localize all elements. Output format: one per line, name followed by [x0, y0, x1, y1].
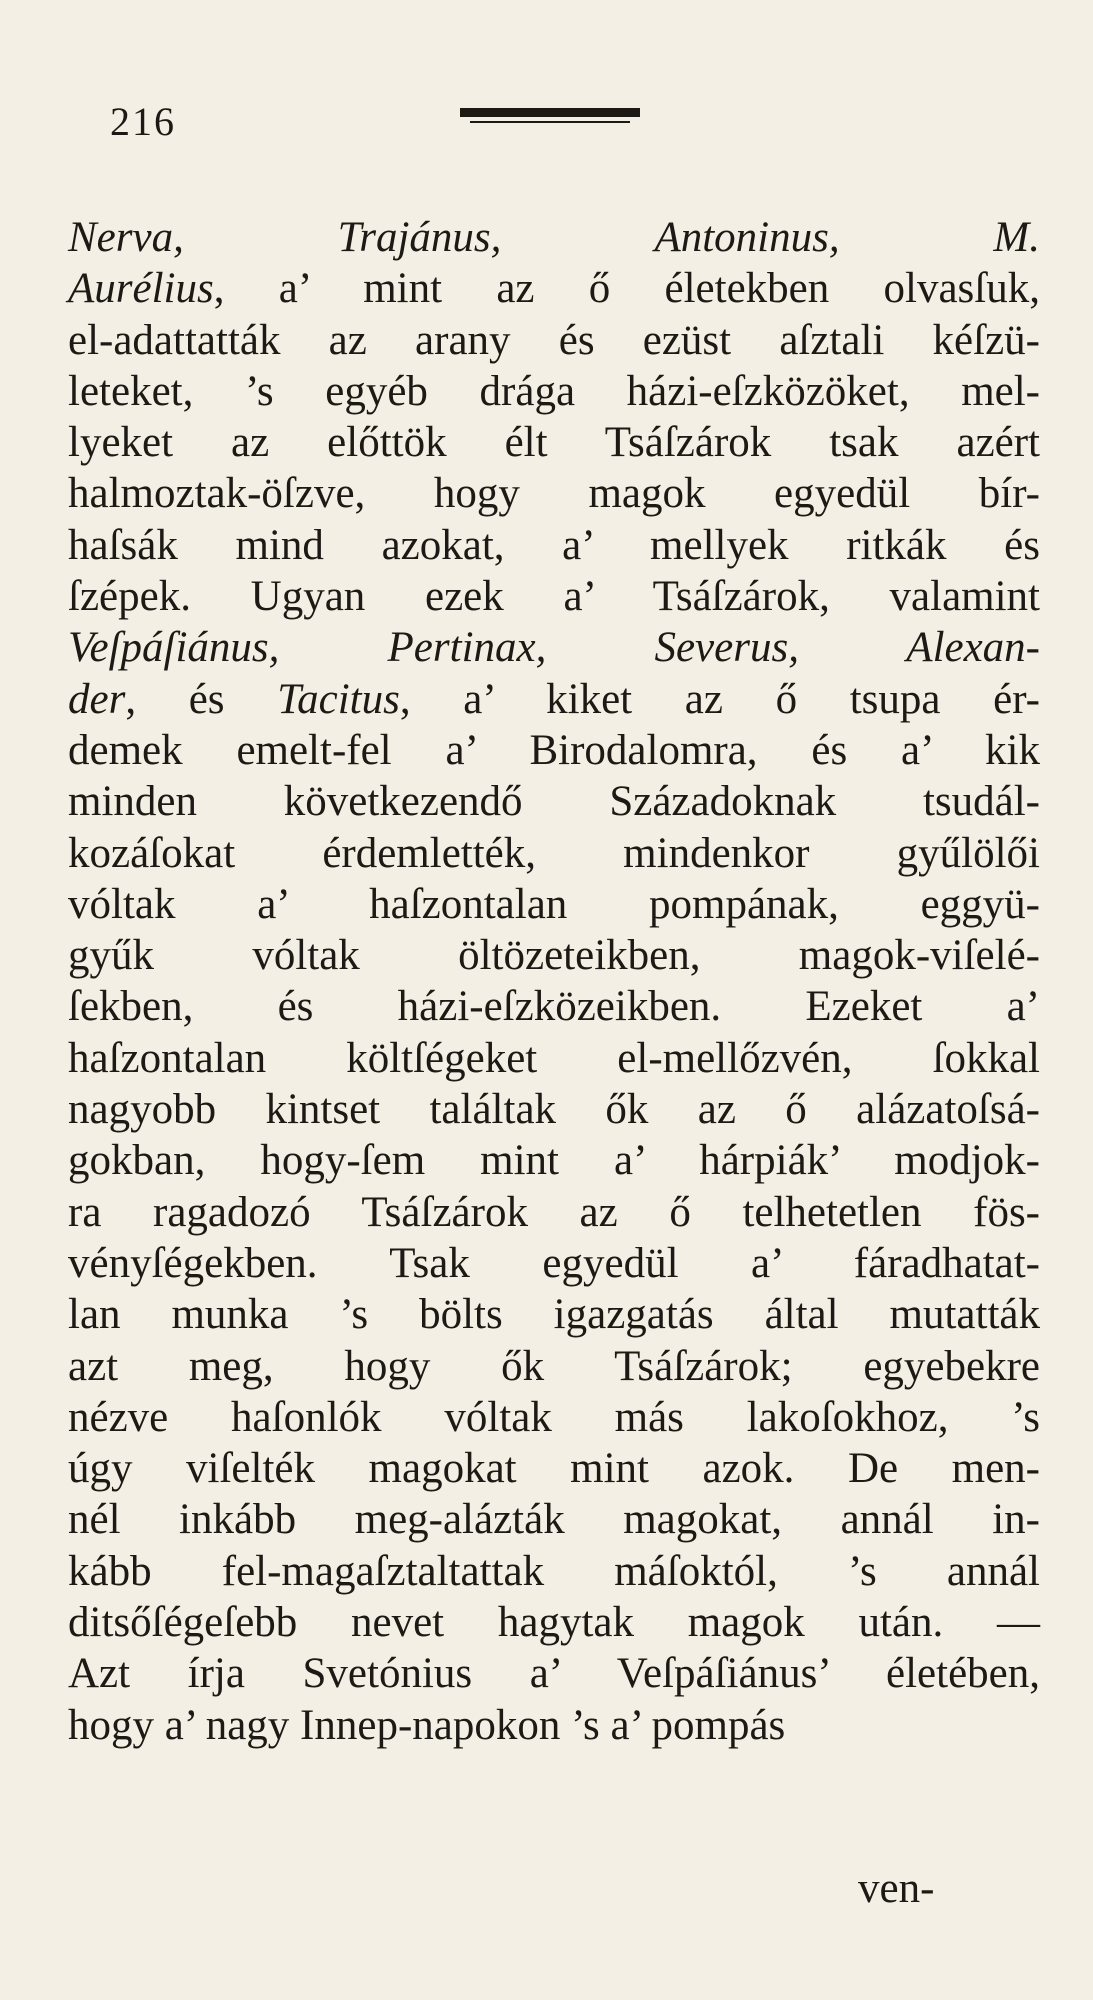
text-line — [68, 468, 1040, 519]
text-line — [68, 212, 1040, 263]
text-line — [68, 1648, 1040, 1699]
text-line — [68, 776, 1040, 827]
text-line — [68, 674, 1040, 725]
text-line — [68, 1392, 1040, 1443]
text-segment: hogy a’ nagy Innep-napokon ’s a’ pompás — [68, 1701, 786, 1749]
text-segment: demek emelt-fel a’ Birodalomra, és a’ kik — [68, 726, 1040, 774]
text-segment: halmoztak-öſzve, hogy magok egyedül bír- — [68, 470, 1040, 518]
text-segment: , a’ mint az ő életekben olvasſuk, — [213, 265, 1040, 313]
text-line — [68, 1700, 1040, 1751]
text-line — [68, 1135, 1040, 1186]
text-segment: vényſégekben. Tsak egyedül a’ fáradhatat- — [68, 1239, 1040, 1287]
text-segment: Azt írja Svetónius a’ Veſpáſiánus’ életében, — [68, 1650, 1040, 1698]
body-text — [68, 212, 1040, 1751]
proper-name-text: Tacitus — [277, 675, 400, 723]
text-segment: kozáſokat érdemlették, mindenkor gyűlölői — [68, 829, 1040, 877]
text-line — [68, 1341, 1040, 1392]
text-segment: ſzépek. Ugyan ezek a’ Tsáſzárok, valamint — [68, 573, 1040, 621]
text-segment: , a’ kiket az ő tsupa ér- — [399, 675, 1040, 723]
text-segment: gokban, hogy-ſem mint a’ hárpiák’ modjok- — [68, 1137, 1040, 1185]
header-rule-thick — [460, 108, 640, 117]
text-segment: el-adattatták az arany és ezüst aſztali kéſzü- — [68, 316, 1040, 364]
text-segment: kább fel-magaſztaltattak máſoktól, ’s annál — [68, 1547, 1040, 1595]
text-segment: leteket, ’s egyéb drága házi-eſzközöket, mel- — [68, 367, 1040, 415]
text-line — [68, 263, 1040, 314]
text-segment: nagyobb kintset találtak ők az ő alázatoſsá- — [68, 1086, 1040, 1134]
text-segment: lan munka ’s bölts igazgatás által mutatták — [68, 1291, 1040, 1339]
text-segment: azt meg, hogy ők Tsáſzárok; egyebekre — [68, 1342, 1040, 1390]
text-line — [68, 1084, 1040, 1135]
text-line — [68, 1187, 1040, 1238]
header-rule-thin — [470, 121, 630, 123]
text-segment: , és — [125, 675, 278, 723]
text-line — [68, 520, 1040, 571]
text-segment: minden következendő Századoknak tsudál- — [68, 778, 1040, 826]
text-line — [68, 1494, 1040, 1545]
text-line — [68, 1289, 1040, 1340]
catchword: ven- — [858, 1865, 935, 1912]
text-segment: ſekben, és házi-eſzközeikben. Ezeket a’ — [68, 983, 1040, 1031]
text-segment: gyűk vóltak öltözeteikben, magok-viſelé- — [68, 932, 1040, 980]
text-line — [68, 930, 1040, 981]
proper-name-text: Aurélius — [68, 265, 214, 313]
proper-name-text: der — [68, 675, 126, 723]
text-line — [68, 1033, 1040, 1084]
text-segment: úgy viſelték magokat mint azok. De men- — [68, 1445, 1040, 1493]
text-line — [68, 879, 1040, 930]
text-segment: nézve haſonlók vóltak más lakoſokhoz, ’s — [68, 1393, 1040, 1441]
text-line — [68, 725, 1040, 776]
proper-name-text: Veſpáſiánus, Pertinax, Severus, Alexan- — [68, 624, 1040, 672]
text-segment: vóltak a’ haſzontalan pompának, eggyü- — [68, 880, 1040, 928]
text-line — [68, 828, 1040, 879]
text-line — [68, 981, 1040, 1032]
text-line — [68, 366, 1040, 417]
text-line — [68, 1443, 1040, 1494]
text-segment: lyeket az előttök élt Tsáſzárok tsak azért — [68, 419, 1040, 467]
text-line — [68, 622, 1040, 673]
header-rule — [460, 108, 640, 130]
text-line — [68, 417, 1040, 468]
text-line — [68, 1546, 1040, 1597]
text-segment: ditsőſégeſebb nevet hagytak magok után. — — [68, 1599, 1040, 1647]
text-line — [68, 1597, 1040, 1648]
text-segment: ra ragadozó Tsáſzárok az ő telhetetlen fös- — [68, 1188, 1040, 1236]
text-line — [68, 571, 1040, 622]
text-segment: haſzontalan költſégeket el-mellőzvén, ſokkal — [68, 1034, 1040, 1082]
text-line — [68, 315, 1040, 366]
text-segment: haſsák mind azokat, a’ mellyek ritkák és — [68, 521, 1040, 569]
page-number: 216 — [110, 99, 176, 144]
proper-name-text: Nerva, Trajánus, Antoninus, M. — [68, 214, 1040, 261]
text-segment: nél inkább meg-alázták magokat, annál in- — [68, 1496, 1040, 1544]
text-line — [68, 1238, 1040, 1289]
